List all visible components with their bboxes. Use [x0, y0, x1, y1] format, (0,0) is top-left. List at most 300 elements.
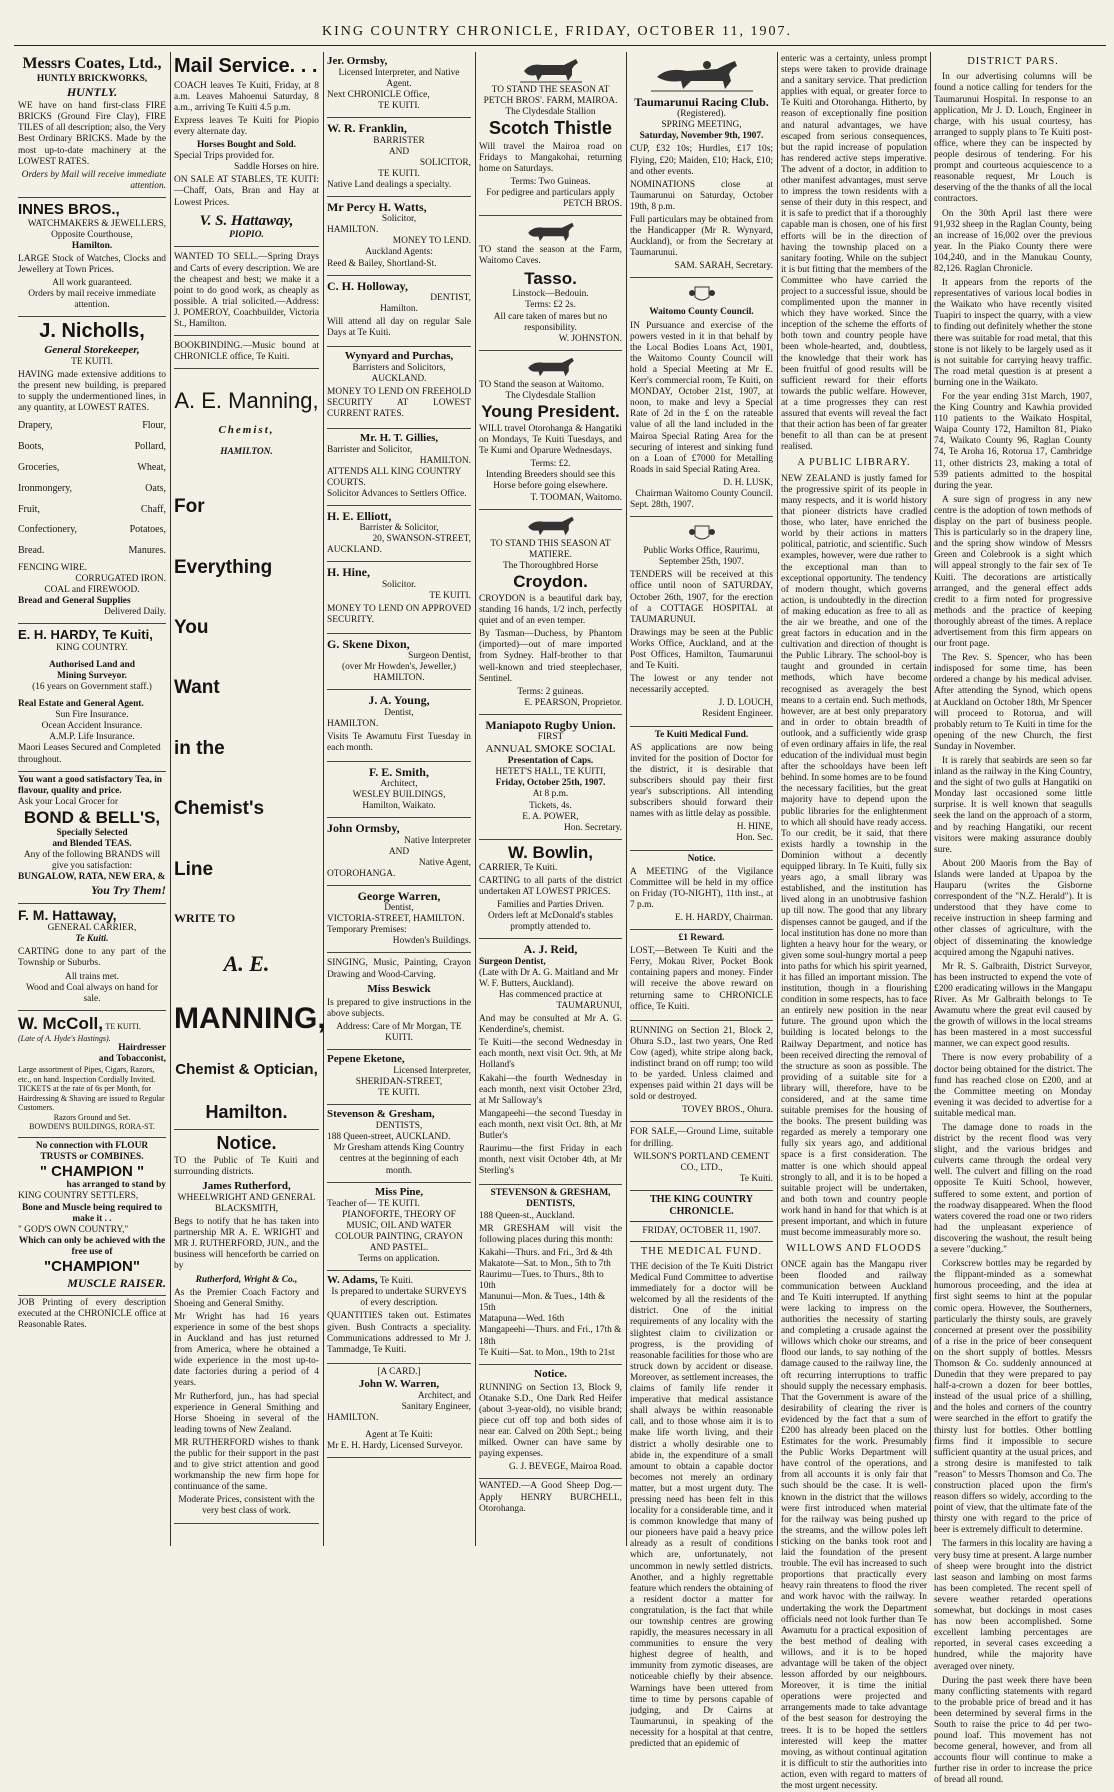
card-eketone — [327, 1050, 471, 1105]
ad-body: MR RUTHERFORD wishes to thank the public for their support in the past and to give strict attention and good workmanship the new firm hope for continuance of the same. — [174, 1437, 319, 1493]
ad-line: Te Kuiti—Sat. to Mon., 19th to 21st — [479, 1347, 615, 1358]
ad-body: CROYDON is a beautiful dark bay, standing 16 hands, 1/2 inch, perfectly quiet and of an even temper. — [479, 594, 622, 627]
card-line: MONEY TO LEND. — [392, 236, 471, 247]
card-town: AUCKLAND. — [371, 374, 427, 385]
card-adams — [327, 1271, 471, 1364]
ad-trade: General Storekeeper, — [44, 343, 140, 356]
ad-line: and Blended TEAS. — [52, 839, 132, 850]
district-par: Mr R. S. Galbraith, District Surveyor, has been instructed to expend the vote of £200 eradicating willows in the Mangapu River. As Mr Galbraith belongs to Te Awamutu where the great evil caused by the growth of willows in the local streams has been mastered in a most successful manner, we can expect good results. — [934, 961, 1092, 1050]
ad-body: CUP, £32 10s; Hurdles, £17 10s; Flying, £20; Maiden, £10; Hack, £10; and other events. — [630, 144, 773, 177]
card-town: AUCKLAND. — [327, 545, 382, 556]
goods-item: Bread. — [18, 545, 45, 557]
district-par: During the past week there have been many conflicting statements with regard to the probable price of bread and it has been determined by several firms in the South to raise the price to 4d per two-pound loaf. This movement has not become general, however, and from all accounts flour will continue to make a further rise in order to increase the price of bread all round. — [934, 1675, 1092, 1786]
ad-town: Hamilton. — [205, 1102, 288, 1123]
ad-title: Scotch Thistle — [488, 118, 613, 139]
goods-item: Wheat, — [137, 461, 166, 473]
card-franklin — [327, 118, 471, 197]
ad-line: TO stand the season at the Farm, Waitomo Caves. — [479, 245, 622, 267]
district-par: It is rarely that seabirds are seen so far inland as the railway in the King Country, and the sight of two gulls at Hangatiki on Monday last occasioned some little surprise. It is well known that seagulls seek the land on the approach of a storm, and by reaching Hangatiki, our recent visitors were making assurance doubly sure. — [934, 756, 1092, 855]
card-town: TE KUITI. — [378, 168, 420, 179]
card-role: Licensed Interpreter, and Native Agent. — [338, 67, 460, 90]
goods-item: Potatoes, — [129, 524, 166, 536]
ad-champion — [18, 1138, 166, 1296]
ad-reward — [630, 930, 773, 1021]
ad-title: W. McColl, — [18, 1013, 103, 1033]
ad-line: PETCH BROS. — [563, 198, 622, 209]
column-rule — [777, 52, 778, 1546]
ad-line: Terms: £2. — [530, 459, 571, 470]
card-wynyard — [327, 347, 471, 428]
slogan-word: For — [174, 496, 205, 518]
coat-of-arms-icon — [687, 522, 717, 544]
card-title: George Warren, — [357, 888, 441, 903]
district-par: In our advertising columns will be found a notice calling for tenders for the Taumarunui Hospital. In response to an application, Mr J. D. Louch, Engineer in charge, with his usual courtesy, has arranged to supply plans to Te Kuiti post-office, where they can be inspected by people desirous of tendering. For his prompt and courteous acquiescence to a reasonable request, Mr Louch is deserving of the the thanks of all the local contractors. — [934, 72, 1092, 205]
card-line: Teacher of— TE KUITI. — [327, 1198, 420, 1209]
ad-title: "CHAMPION" — [44, 1258, 140, 1276]
card-town: HAMILTON. — [327, 718, 379, 729]
card-town: HAMILTON. — [419, 455, 471, 466]
slogan-word: in the — [174, 737, 225, 759]
slogan-word: Chemist's — [174, 798, 265, 820]
card-watts — [327, 197, 471, 276]
district-par: Corkscrew bottles may be regarded by the flippant-minded as a somewhat humorous proceeding, and the idea at first sight seems to hint at the popular comic opera. However, the Southerners, particularly the thirsty souls, are gravely concerned at present over the possibility of a rise in the price of beer consequent on the short supply of bottles. Messrs Thomson & Co. suddenly announced at Dunedin that they were prepared to pay half-a-crown a dozen for beer bottles, instead of the usual price of a shilling, and the holes and corners of the country were searched in the effort to gratify the thirsty lust for bottles. Other bottling firms find it impossible to secure sufficient quantity at the usual prices, and a strong desire is manifested to talk "reason" to Messrs Thomson and Co. The construction placed upon the firm's reason differs so widely, according to the point of view, that the ultimate fate of the thirsty one with regard to the price of beer is extremely difficult to determine. — [934, 1259, 1092, 1536]
card-role: DENTISTS, — [375, 1121, 423, 1132]
ad-line: T. TOOMAN, Waitomo. — [530, 492, 622, 503]
article-headline: WILLOWS AND FLOODS — [786, 1243, 922, 1255]
ad-line: Wood and Coal always on hand for sale. — [25, 982, 159, 1004]
ad-line: Razors Ground and Set. — [53, 1112, 131, 1122]
ad-line: Te Kuiti. — [739, 1173, 773, 1184]
district-par: The damage done to roads in the district by the recent flood was very slight, and the various bridges and culverts came through the ordeal very well. The culvert and filling on the road opposite Te Kuiti School, however, suffered to some extent, and portion of the roadway disappeared. When the flood waters covered the road one or two riders had the unpleasant experience of discovering the washout, the result being a severe "ducking." — [934, 1123, 1092, 1256]
ad-line: W. JOHNSTON. — [558, 333, 622, 344]
ad-innes — [18, 198, 166, 317]
ad-running-cow — [630, 1021, 773, 1123]
ad-county-council — [630, 278, 773, 517]
card-address: SHERIDAN-STREET, — [355, 1077, 443, 1088]
ad-body: A MEETING of the Vigilance Committee will be held in my office on Friday (TO-NIGHT), 11th inst., at 7 p.m. — [630, 866, 773, 910]
ad-line: ANNUAL SMOKE SOCIAL — [485, 743, 616, 756]
ad-line: Specially Selected — [56, 827, 128, 838]
ad-title: Croydon. — [513, 571, 588, 591]
ad-reid — [479, 939, 622, 1185]
ad-line: A. E. — [223, 951, 270, 977]
ad-title: INNES BROS., — [18, 200, 120, 218]
ad-title: Notice. — [687, 853, 716, 864]
ad-line: At 8 p.m. — [532, 789, 569, 800]
card-title: W. R. Franklin, — [327, 121, 407, 136]
slogan-word: Line — [174, 858, 214, 880]
ad-address: Opposite Courthouse, — [51, 229, 133, 240]
ad-name: Rutherford, Wright & Co., — [195, 1274, 298, 1285]
ad-body: NOMINATIONS close at Taumarunui on Saturday, October 19th, 8 p.m. — [630, 179, 773, 212]
ad-body: Begs to notify that he has taken into partnership MR A. E. WRIGHT and MR J. RUTHERFORD, JUN., and the business will henceforth be carried on by — [174, 1217, 319, 1272]
ad-croydon — [479, 510, 622, 715]
ad-line: Bread and General Supplies — [18, 596, 131, 607]
ad-title: Tasso. — [524, 269, 577, 289]
ad-title: MANNING, — [174, 1002, 326, 1036]
ad-line: Orders by mail receive immediate attention. — [28, 289, 156, 311]
card-title: John W. Warren, — [358, 1377, 440, 1390]
ad-body: WILL travel Otorohanga & Hangatiki on Mondays, Te Kuiti Tuesdays, and Te Kumi and Oparure Wednesdays. — [479, 424, 622, 457]
goods-item: Oats, — [145, 482, 166, 494]
ad-line: Horses Bought and Sold. — [197, 140, 296, 151]
ad-trade: WATCHMAKERS & JEWELLERS, — [27, 218, 166, 229]
card-role: Architect, — [380, 779, 418, 790]
ad-nicholls — [18, 317, 166, 624]
district-par: It appears from the reports of the representatives of various local bodies in the Waikato who have recently visited Tuapiri to inspect the quarry, with a view to finding out definitely whether the stone there was suitable for road metal, that this stone is not likely to be largely used as it is not suitable for carrying heavy traffic. The road metal question is at present a burning one in the Waikato. — [934, 278, 1092, 388]
card-line: Solicitor Advances to Settlers Office. — [327, 488, 467, 499]
ad-body: Large assortment of Pipes, Cigars, Razors, etc., on hand. Inspection Cordially Invited. — [18, 1065, 156, 1084]
ad-signature: TOVEY BROS., Ohura. — [682, 1105, 773, 1116]
ad-line: Terms: £2 2s. — [525, 300, 576, 311]
ad-address: 188 Queen-st., Auckland. — [479, 1210, 575, 1221]
coat-of-arms-icon — [687, 283, 717, 305]
card-john-ormsby — [327, 818, 471, 886]
ad-notice-heifer — [479, 1365, 622, 1480]
job-printing-notice: JOB Printing of every description executed at the CHRONICLE office at Reasonable Rates. — [18, 1297, 166, 1331]
ad-line: Intending Breeders should see this Horse before going elsewhere. — [485, 470, 616, 492]
ad-line: Families and Parties Driven. — [497, 900, 604, 911]
card-town: OTOROHANGA. — [327, 868, 396, 879]
card-elliott — [327, 506, 471, 562]
ad-line: The Thoroughbred Horse — [502, 560, 599, 571]
ad-body: TICKETS at the rate of 6s per Month, for Hairdressing & Shaving are issued to Regular Customers. — [18, 1084, 165, 1113]
ad-town: Te Kuiti. — [75, 934, 109, 945]
ad-line: And may be consulted at Mr A. G. Kenderdine's, chemist. — [479, 1014, 622, 1036]
card-title: Wynyard and Purchas, — [344, 350, 454, 363]
article-body: enteric was a certainty, unless prompt steps were taken to provide drainage and a sanitary service. That prediction applies with equal, or greater force to Te Kuiti and Otorohanga. Hitherto, by reason of exceptionally fine position and natural advantages, we have escaped from serious consequences, but the rapid increase of population has rendered active steps imperative. The advent of a doctor, in addition to other manifest advantages, must serve to impress the town residents with a sense of their duty in this respect, and it is safe to predict that if a thoroughly capable man is chosen, one of his first efforts will be in the direction of having the township placed on a sanitary footing. While on the subject it is but fitting that the members of the Committee who have carried the project to a successful issue, should be complimented upon the manner in which they have worked. Since the inception of the scheme the efforts of both town and country people have been whole-hearted, and, doubtless, the knowledge that their work has been fruitful of good results will be sufficient reward for their efforts towards the public welfare. However, at a time progresses they can rest assured that events will reveal the fact that their action has been of far greater benefit to all than can be at present realised. — [781, 54, 927, 453]
card-line: Reed & Bailey, Shortland-St. — [327, 258, 437, 269]
ad-town: PIOPIO. — [229, 230, 264, 241]
ad-line: Which can only be achieved with the free use of — [18, 1235, 166, 1257]
ad-line: TO STAND THIS SEASON AT MATIERE. — [490, 538, 611, 560]
ad-public-works — [630, 517, 773, 726]
ad-line: FENCING WIRE. — [18, 562, 88, 573]
ad-line: Mining Surveyor. — [57, 670, 127, 681]
ad-mccoll — [18, 1011, 166, 1138]
ad-line: CORRUGATED IRON. — [75, 574, 166, 585]
card-address: (over Mr Howden's, Jeweller,) — [341, 662, 457, 673]
district-par: There is now every probability of a doctor being obtained for the district. The fund has reached close on £200, and at the Committee meeting on Monday evening it was decided to advertise for a suitable medical man. — [934, 1053, 1092, 1119]
card-town: TE KUITI. — [378, 101, 420, 112]
masthead-rule — [14, 45, 1106, 46]
ad-mail-service — [174, 52, 319, 247]
ad-line: All trains met. — [65, 971, 119, 982]
slogan-word: You — [174, 617, 209, 639]
ad-line: All care taken of mares but no responsibility. — [493, 311, 608, 333]
goods-item: Ironmongery, — [18, 482, 73, 494]
card-address: 20, SWANSON-STREET, — [372, 534, 471, 545]
card-title: H. Hine, — [327, 565, 371, 580]
ad-line: Delivered Daily. — [104, 607, 166, 618]
horse-engraving-icon — [521, 515, 581, 537]
column-rule — [626, 52, 627, 1546]
ad-line: Saddle Horses on hire. — [234, 162, 319, 173]
ad-signature: Resident Engineer. — [702, 709, 773, 720]
ad-line: Kakahi—Thurs. and Fri., 3rd & 4th — [479, 1247, 613, 1258]
ad-line: Kakahi—the fourth Wednesday in each month, next visit October 23rd, at Mr Salloway's — [479, 1073, 622, 1106]
ad-ground-lime — [630, 1122, 773, 1190]
ad-line: Presentation of Caps. — [507, 756, 594, 767]
card-title: F. E. Smith, — [369, 764, 429, 779]
column-5 — [630, 52, 773, 1750]
ad-body: COACH leaves Te Kuiti, Friday, at 8 a.m. Leaves Mahoenui Saturday, 8 a.m., arriving Te Kuiti 4.5 p.m. — [174, 80, 319, 113]
ad-title: " CHAMPION " — [39, 1162, 145, 1180]
ad-bookbinding: BOOKBINDING.—Music bound at CHRONICLE office, Te Kuiti. — [174, 338, 319, 369]
ad-line: Public Works Office, Raurimu, September 25th, 1907. — [643, 546, 760, 568]
ad-line: FIRST — [537, 732, 564, 743]
district-par: For the year ending 31st March, 1907, the King Country and Kawhia provided 110 patients to the Waikato Hospital, Waipa County 172, Hamilton 81, Piako 74, Waikato County 96, Raglan County 74, Te Aroha 16, Rotorua 17, Cambridge 11, other districts 23, making a total of 539 patients admitted to the hospital during the year. — [934, 392, 1092, 491]
card-role: Barrister & Solicitor, — [359, 523, 439, 534]
slogan-word: Want — [174, 677, 220, 699]
ad-body: Will travel the Mairoa road on Fridays to Mangakohai, returning home on Saturdays. — [479, 141, 622, 174]
goods-item: Groceries, — [18, 461, 60, 473]
ad-coates — [18, 52, 166, 198]
card-ormsby — [327, 52, 471, 118]
ad-body: By Tasman—Duchess, by Phantom (imported)—out of mare imported from Sydney. Half-brother to that well-known and tried steeplechaser, Sentinel. — [479, 629, 622, 684]
card-title: J. A. Young, — [368, 693, 430, 708]
ad-trade: Chemist, — [218, 424, 275, 437]
ad-manning — [174, 371, 326, 1129]
card-body: Is prepared to give instructions in the above subjects. — [327, 997, 471, 1019]
ad-title: Notice. — [216, 1132, 277, 1153]
ad-date: Sept. 28th, 1907. — [630, 500, 694, 511]
ad-title: STEVENSON & GRESHAM, DENTISTS, — [490, 1188, 611, 1210]
card-line: Auckland Agents: — [365, 247, 433, 258]
column-4 — [479, 52, 622, 1546]
ad-line: Authorised Land and — [49, 659, 135, 670]
card-body: SINGING, Music, Painting, Crayon Drawing and Wood-Carving. — [327, 958, 471, 980]
card-role: Dentist, — [384, 707, 414, 718]
ad-role: CARRIER, Te Kuiti. — [479, 862, 558, 873]
ad-body: The lowest or any tender not necessarily accepted. — [630, 674, 773, 696]
ad-signature: H. HINE, — [736, 822, 773, 833]
ad-line: KING COUNTRY SETTLERS, — [18, 1191, 139, 1202]
card-role: DENTIST, — [430, 292, 471, 303]
ad-body: Mr Rutherford, jun., has had special experience in General Smithing and Horse Shoeing in several of the leading towns of New Zealand. — [174, 1391, 319, 1435]
card-line: Mr E. H. Hardy, Licensed Surveyor. — [327, 1441, 463, 1452]
column-7 — [934, 52, 1092, 1786]
card-title: Mr. H. T. Gillies, — [359, 431, 439, 444]
article-headline: DISTRICT PARS. — [967, 56, 1059, 67]
card-title: C. H. Holloway, — [327, 278, 409, 293]
racehorse-engraving-icon — [647, 57, 757, 93]
card-address: Next CHRONICLE Office, — [327, 90, 430, 101]
masthead: KING COUNTRY CHRONICLE, FRIDAY, OCTOBER 11, 1907. — [321, 24, 793, 39]
ad-title: V. S. Hattaway, — [199, 212, 294, 229]
district-par: The farmers in this locality are having a very busy time at present. A large number of sheep were brought into the district last season and lambing on most farms has been completed. The recent spell of severe weather retarded operations somewhat, but dockings in most cases has now been accomplished. Some excellent lambing percentages are reported, in several cases exceeding a hundred, while the majority have averaged over ninety. — [934, 1539, 1092, 1672]
ad-line: Raurimu—the first Friday in each month, next visit October 4th, at Mr Sterling's — [479, 1144, 622, 1177]
column-2 — [174, 52, 326, 1546]
ad-town: TE KUITI. — [105, 1021, 141, 1031]
article-headline: A PUBLIC LIBRARY. — [797, 457, 911, 469]
ad-line: WRITE TO — [174, 911, 236, 926]
card-pine — [327, 1183, 471, 1272]
ad-line: Special Trips provided for. — [174, 151, 274, 162]
ad-line: HETET'S HALL, TE KUITI, — [495, 767, 606, 778]
ad-line: Real Estate and General Agent. — [18, 699, 144, 710]
ad-line: For pedigree and particulars apply — [486, 187, 615, 198]
slogan-word: Everything — [174, 556, 273, 578]
ad-subtitle: (Registered). — [677, 109, 726, 120]
card-title: Mr Percy H. Watts, — [327, 199, 427, 214]
card-beswick — [327, 953, 471, 1050]
ad-signature: Hon. Sec. — [736, 833, 773, 844]
card-role: Licensed Interpreter, — [393, 1065, 471, 1076]
ad-signature: G. J. BEVEGE, Mairoa Road. — [508, 1462, 622, 1473]
ad-title: J. Nicholls, — [39, 320, 145, 343]
article-body: NEW ZEALAND is justly famed for the progressive spirit of its people in many respects, and it is world history that pioneer districts have cradled those, who later, have enriched the world by their actions in matters political, patriotic, and scientific. Such examples, however, were due rather to the exceptional man than to exceptional opportunity. The tendency of modern thought, which governs action, is undoubtedly in the direction of making education as free to all as the air we breathe, and one of the great factors in education and in the cultivation and direction of thought is the Public Library. The school-boy is taught and grounded in certain methods, which have become recognised as averagely the best means to a certain end. Such methods, however, are at best only preparatory and in order to obtain breadth of outlook, and a sufficiently wide grasp of even ordinary affairs in life, the real education of the individual must begin after the schooldays have been left behind. In some homes are to be found the necessary facilities, but the great majority have to depend upon the public libraries for the enlightenment to which all should have ready access. To our credit, be it said, that there exists hardly a township in the Dominion without a decently equipped library. In Te Kuiti, fully six years ago, a small library was established, and the institution has lived along in an unobtrusive fashion up till now. The good that any library dispenses cannot be gauged, and if the local institution has done no more than lighten a heavy hour for the weary, or given some soul-hungry mortal a peep into paths for which his spirit yearned, it has filled an important mission. The institution, though in a flourishing condition in some respects, has to face an entirely new position in the near future. The ground upon which the building is located belongs to the Railway Department, and notice has been received directing the removal of the structure as soon as possible. The providing of a suitable site for a library will, therefore, have to be considered, and at the same time suitable premises for the housing of the books. The present building was regarded as merely a temporary one fully six years ago, and additional space is a first consideration. The matter is one which should appeal strongly to all, and it is to be hoped a suitable project will be undertaken, and both town and country people work hand in hand for that which is at present important, and which in future must become immeasurably more so. — [781, 473, 927, 1239]
ad-rugby-union — [479, 715, 622, 840]
ad-medical-fund — [630, 727, 773, 851]
card-title: Miss Beswick — [367, 982, 431, 995]
district-par: A sure sign of progress in any new centre is the adoption of town methods of display on the part of business people. This is particularly so in the drapery line, and the spring show window of Messrs Green and Colebrook is a sight which will appeal strongly to the fair sex of Te Kuiti. The decorations are artistically arranged, and the general effect adds credit to a firm noted for progressive methods and the practice of keeping thoroughly abreast of the times. A replace advertisement from this firm appears on our front page. — [934, 494, 1092, 650]
card-address: WESLEY BUILDINGS, — [352, 790, 446, 801]
column-rule — [475, 52, 476, 1546]
ad-line: Moderate Prices, consistent with the very best class of work. — [178, 1495, 315, 1517]
card-role: SOLICITOR, — [419, 157, 471, 168]
ad-body: Full particulars may be obtained from the Handicapper (Mr R. Wynyard, Auckland), or from the Secretary at Taumarunui. — [630, 215, 773, 259]
card-role: Native Interpreter — [404, 835, 471, 846]
card-line: Terms on application. — [358, 1254, 440, 1265]
card-role: Solicitor. — [381, 579, 417, 590]
goods-item: Flour, — [142, 420, 166, 432]
ad-title: Te Kuiti Medical Fund. — [654, 729, 749, 740]
ad-bond-bell — [18, 772, 166, 904]
ad-signature: SAM. SARAH, Secretary. — [674, 261, 773, 272]
ad-line: All work guaranteed. — [52, 278, 132, 289]
horse-engraving-icon — [521, 221, 581, 243]
ad-body: RUNNING on Section 21, Block 2, Ohura S.D., last two years, One Red Cow (aged), white stripe along back, indistinct brand on off rump; too wild to be yarded. Unless claimed and expenses paid within 21 days will be sold or destroyed. — [630, 1025, 773, 1103]
ad-body: FOR SALE,—Ground Lime, suitable for drilling. — [630, 1127, 773, 1149]
card-role: Dentist, — [384, 903, 414, 914]
ad-line: The Clydesdale Stallion — [505, 107, 596, 118]
ad-body: AS applications are now being invited for the position of Doctor for the district, it is desirable that subscribers should pay their first year's subscriptions. All intending subscribers should forward their names with as little delay as possible. — [630, 742, 773, 820]
card-title: Pepene Eketone, — [327, 1052, 405, 1065]
horse-engraving-icon — [516, 57, 586, 83]
column-rule — [930, 52, 931, 1546]
ad-line: (Late with Dr A. G. Maitland and Mr W. F. Butters, Auckland). — [479, 967, 619, 989]
ad-line: Has commenced practice at — [498, 989, 603, 1000]
editorial-date: FRIDAY, OCTOBER 11, 1907. — [630, 1222, 773, 1242]
ad-body: CARTING done to any part of the Township or Suburbs. — [18, 947, 166, 969]
ad-line: Linstock—Bedouin. — [512, 289, 589, 300]
ad-title: Waitomo County Council. — [649, 307, 754, 318]
ad-line: Mangapeehi—the second Tuesday in each month, next visit Oct. 8th, at Mr Butler's — [479, 1108, 622, 1141]
card-line: Howden's Buildings. — [392, 936, 471, 947]
ad-gresham — [479, 1185, 622, 1364]
ad-line: COAL and FIREWOOD. — [44, 585, 140, 596]
ad-title: F. M. Hattaway, — [18, 906, 117, 923]
ad-hardy — [18, 624, 166, 771]
ad-line: The Clydesdale Stallion — [505, 390, 596, 401]
ad-title: Messrs Coates, Ltd., — [22, 55, 162, 72]
ad-body: RUNNING on Section 13, Block 9, Otanake S.D., One Dark Red Heifer (about 3-year-old), no visible brand; piece cut off top and both sides of near ear. Calved on 20th Sept.; being milked. Owner can have same by paying expenses. — [479, 1382, 622, 1460]
card-address: 188 Queen-street, AUCKLAND. — [327, 1132, 451, 1143]
card-george-warren — [327, 886, 471, 954]
ad-line: TO STAND THE SEASON AT PETCH BROS'. FARM, MAIROA. — [483, 85, 618, 107]
ad-line: TO Stand the season at Waitomo. — [479, 379, 604, 390]
ad-body: LOST,—Between Te Kuiti and the Ferry, Mokau River, Pocket Book containing papers and money. Finder will receive the above reward on returning same to CHRONICLE office, Te Kuiti. — [630, 946, 773, 1012]
ad-title: Maniapoto Rugby Union. — [485, 717, 616, 732]
ad-young-president — [479, 351, 622, 510]
ad-racing-club — [630, 52, 773, 278]
ad-role: and Tobacconist, — [98, 1054, 166, 1065]
card-role: Barrister and Solicitor, — [327, 444, 413, 455]
card-holloway — [327, 276, 471, 348]
ad-line: Chemist & Optician, — [175, 1060, 318, 1078]
ad-body: MR GRESHAM will visit the following places during this month: — [479, 1223, 622, 1245]
ad-wanted-dog: WANTED.—A Good Sheep Dog.—Apply HENRY BURCHELL, Otorohanga. — [479, 1481, 622, 1514]
district-pars-list — [934, 72, 1092, 1786]
card-role: AND — [388, 146, 410, 157]
editorial-section — [630, 1191, 773, 1750]
ad-line: A.M.P. Life Insurance. — [49, 732, 135, 743]
card-body: Will attend all day on regular Sale Days at Te Kuiti. — [327, 316, 471, 339]
ad-fm-hattaway — [18, 904, 166, 1011]
ad-line: E. PEARSON, Proprietor. — [524, 697, 622, 708]
ad-place: HUNTLY. — [66, 84, 118, 99]
ad-title: £1 Reward. — [678, 933, 725, 944]
ad-town: Hamilton. — [71, 240, 113, 251]
ad-role: Hairdresser — [118, 1043, 166, 1054]
ad-signature: D. H. LUSK, — [723, 477, 773, 488]
card-role: Native Agent, — [418, 857, 471, 868]
ad-signature: J. D. LOUCH, — [718, 698, 773, 709]
horse-engraving-icon — [521, 356, 581, 378]
card-dixon — [327, 634, 471, 690]
card-town: TE KUITI. — [429, 590, 471, 601]
card-body: PIANOFORTE, THEORY OF MUSIC, OIL AND WATER COLOUR PAINTING, CRAYON AND PASTEL. — [335, 1209, 463, 1253]
district-par: The Rev. S. Spencer, who has been indisposed for some time, has been ordered a change by his medical adviser. After attending the Synod, which opens at Auckland on October 18th, Mr Spencer will proceed to Rotorua, and will probably return to Te Kuiti in time for the opening of the new Church, the first Sunday in November. — [934, 653, 1092, 752]
card-body: MONEY TO LEND ON APPROVED SECURITY. — [327, 603, 471, 625]
ad-line: WILSON'S PORTLAND CEMENT CO., LTD., — [633, 1151, 770, 1173]
card-title: Miss Pine, — [374, 1185, 424, 1198]
ad-line: Any of the following BRANDS will give you satisfaction: — [23, 850, 161, 872]
card-town: HAMILTON. — [327, 225, 379, 236]
ad-line: Orders left at McDonald's stables promptly attended to. — [487, 911, 614, 933]
goods-item: Confectionery, — [18, 524, 78, 536]
card-hine — [327, 562, 471, 634]
card-note: Native Land dealings a specialty. — [327, 179, 452, 190]
ad-line: Tickets, 4s. — [529, 800, 572, 811]
district-par: About 200 Maoris from the Bay of Islands were landed at Upapoa by the Hauparu (writes the Gisborne correspondent of the "N.Z. Herald"). It is understood that they have come to receive instruction in sheep farming and other classes of agriculture, with the object of disseminating the knowledge acquired among the Ngapuhi natives. — [934, 858, 1092, 958]
ad-line: BOWDEN'S BUILDINGS, RORA-ST. — [29, 1122, 155, 1132]
ad-signature: Chairman Waitomo County Council. — [635, 488, 773, 499]
card-role: Architect, and — [417, 1390, 471, 1401]
card-line: Temporary Premises: — [327, 925, 407, 936]
goods-item: Drapery, — [18, 420, 53, 432]
card-line: Is prepared to undertake SURVEYS of every description. — [331, 1287, 467, 1309]
goods-item: Fruit, — [18, 503, 40, 515]
ad-line: SPRING MEETING, — [661, 120, 742, 131]
card-town: Hamilton. — [380, 303, 418, 314]
manning-slogan — [174, 496, 319, 881]
card-role: Surgeon Dentist, — [408, 651, 471, 662]
ad-body: WE have on hand first-class FIRE BRICKS (Ground Fire Clay), FIRE TILES of all description; also, the Very Best Ordinary BRICKS. Made by the most up-to-date machinery at the LOWEST RATES. — [18, 101, 166, 167]
ad-line: No connection with FLOUR TRUSTS or COMBINES. — [35, 1140, 149, 1162]
card-title: Jer. Ormsby, — [327, 55, 388, 67]
ad-line: You Try Them! — [91, 883, 166, 898]
column-rule — [170, 52, 171, 1546]
column-6 — [781, 52, 927, 1791]
goods-item: Pollard, — [134, 441, 166, 453]
ad-rutherford — [174, 1130, 319, 1524]
goods-item: Chaff, — [140, 503, 166, 515]
card-line: Agent at Te Kuiti: — [365, 1430, 433, 1441]
article-headline: THE MEDICAL FUND. — [640, 1245, 763, 1257]
card-role: AND — [388, 846, 410, 857]
